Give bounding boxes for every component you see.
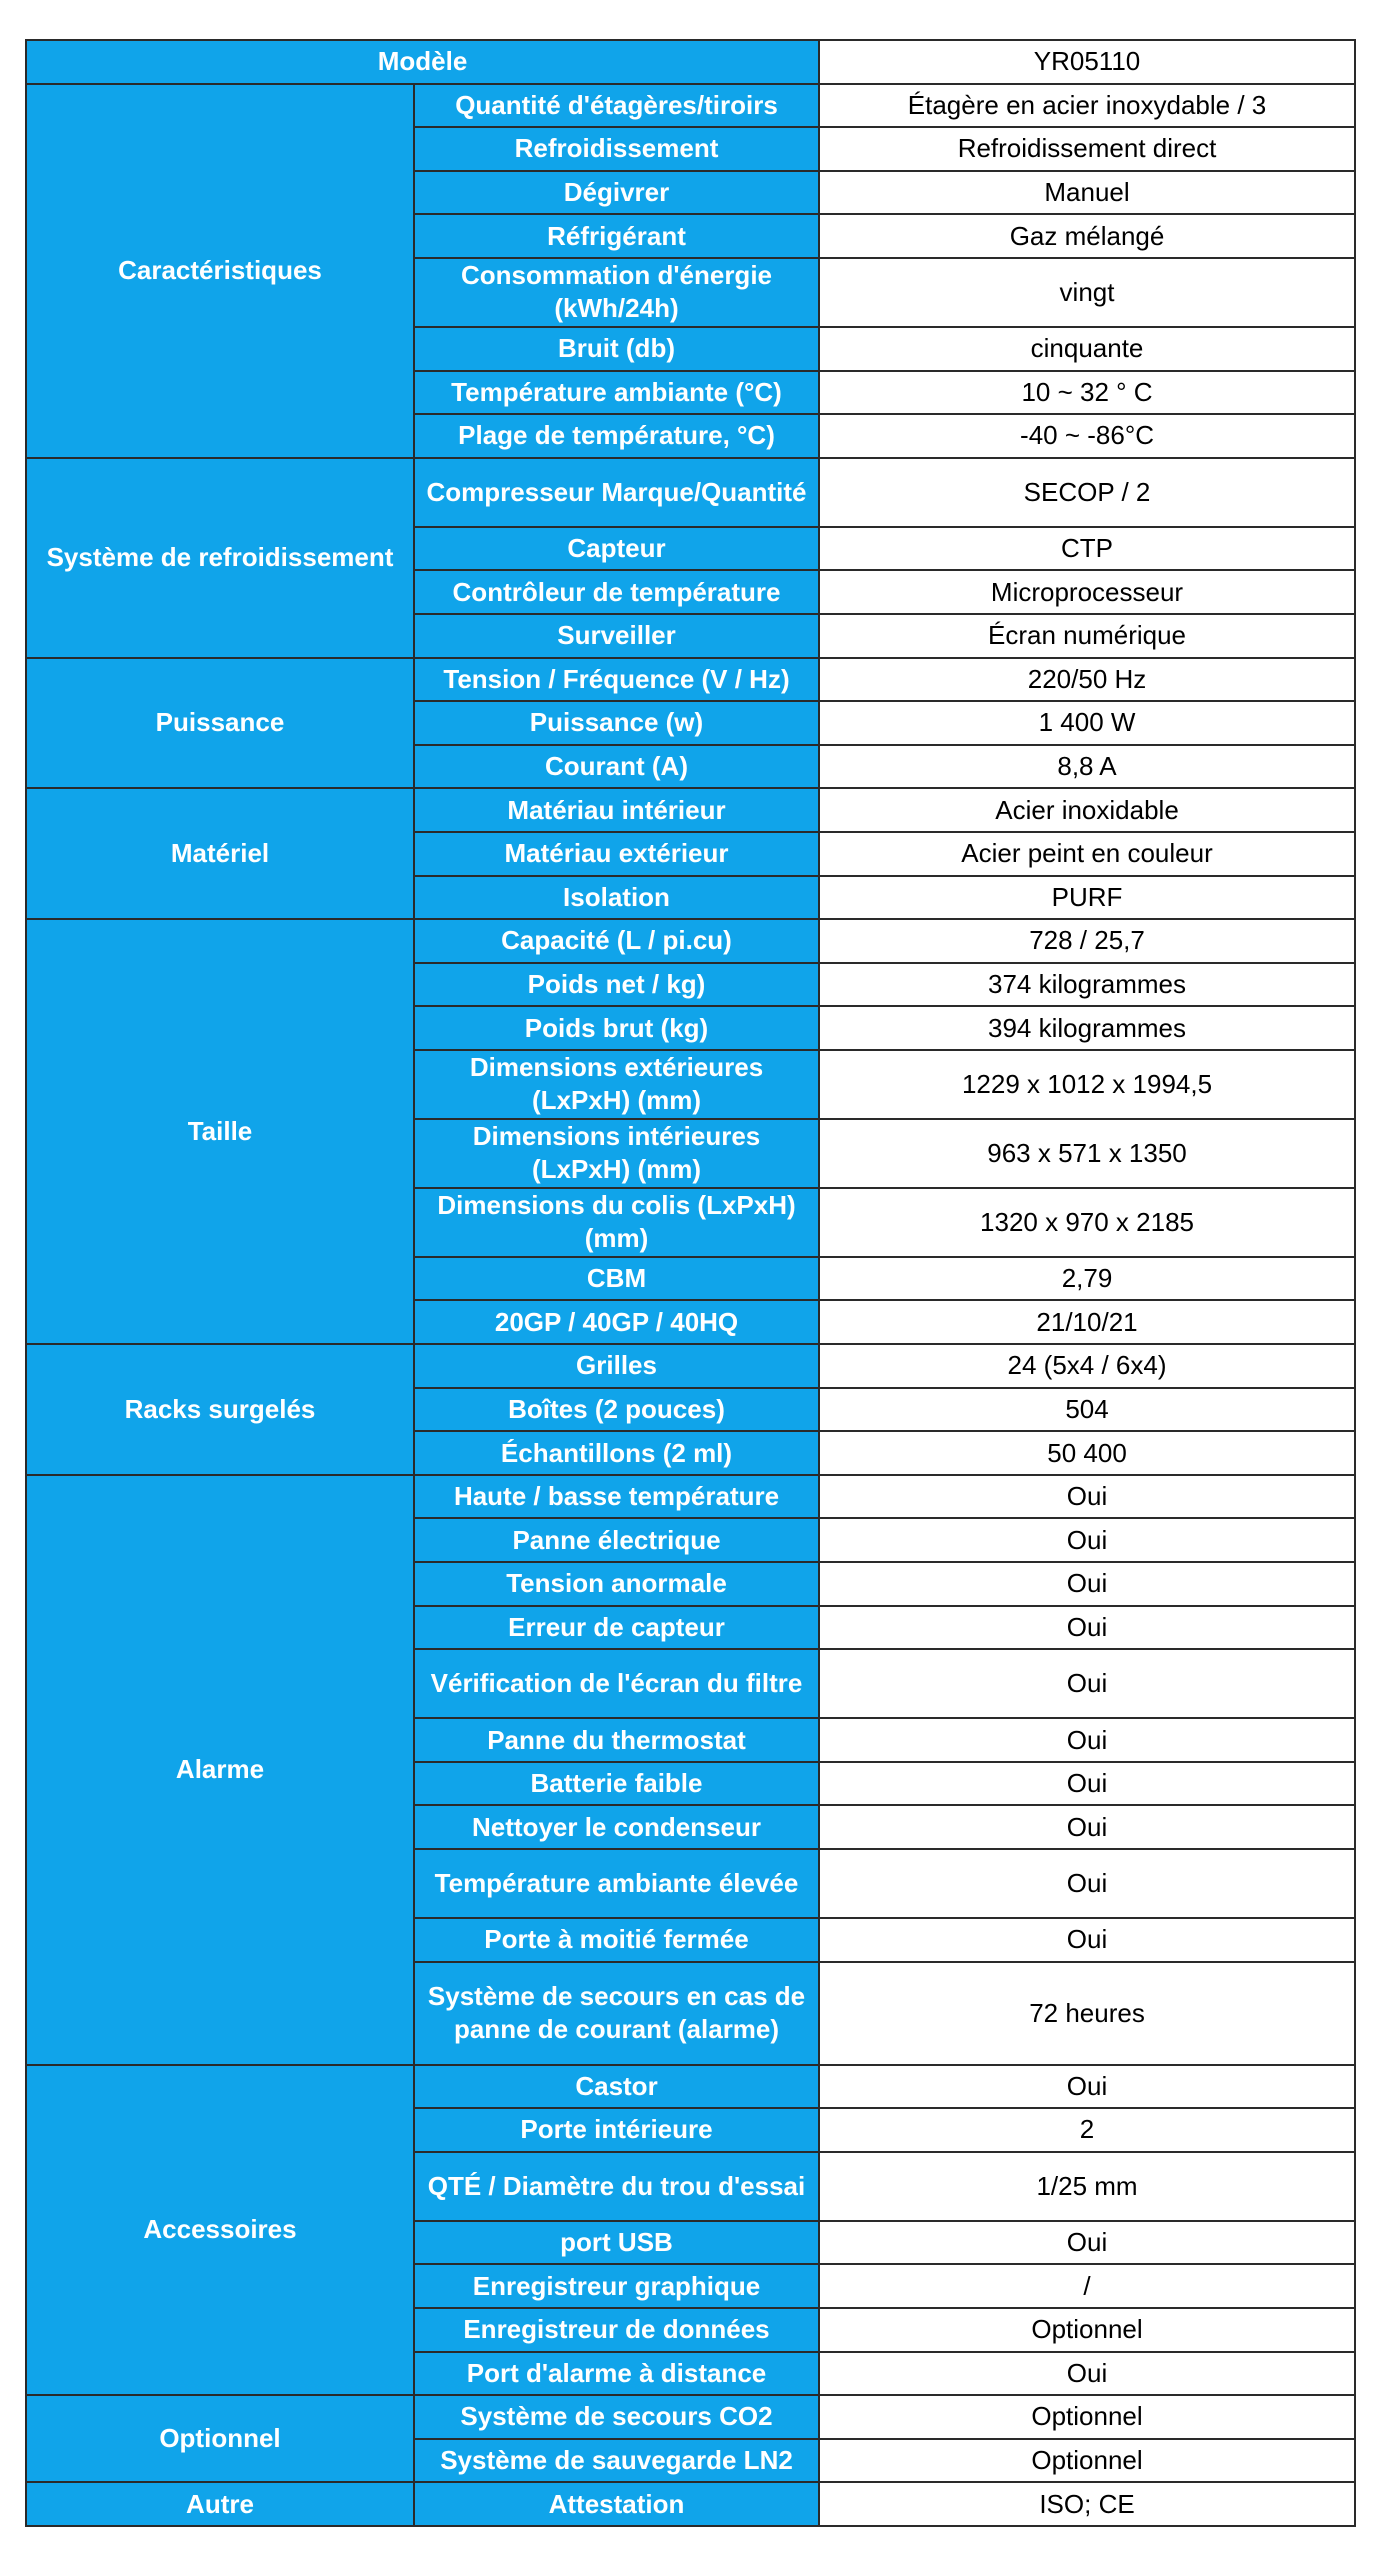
spec-label: port USB (414, 2221, 819, 2265)
category-cell: Optionnel (26, 2395, 414, 2482)
category-cell: Autre (26, 2482, 414, 2526)
spec-label: QTÉ / Diamètre du trou d'essai (414, 2152, 819, 2221)
spec-value: Étagère en acier inoxydable / 3 (819, 84, 1355, 128)
spec-value: 1320 x 970 x 2185 (819, 1188, 1355, 1257)
spec-value: Oui (819, 1718, 1355, 1762)
spec-value: 8,8 A (819, 745, 1355, 789)
category-cell: Système de refroidissement (26, 458, 414, 658)
category-cell: Alarme (26, 1475, 414, 2065)
spec-label: Dégivrer (414, 171, 819, 215)
spec-value: Oui (819, 2065, 1355, 2109)
spec-label: Attestation (414, 2482, 819, 2526)
spec-label: Température ambiante (°C) (414, 371, 819, 415)
table-row (26, 1344, 1355, 1388)
spec-label: Haute / basse température (414, 1475, 819, 1519)
spec-value: 50 400 (819, 1431, 1355, 1475)
spec-label: Matériau intérieur (414, 788, 819, 832)
category-cell: Accessoires (26, 2065, 414, 2396)
spec-label: Tension anormale (414, 1562, 819, 1606)
spec-label: Refroidissement (414, 127, 819, 171)
spec-value: PURF (819, 876, 1355, 920)
spec-value: CTP (819, 527, 1355, 571)
spec-value: Oui (819, 1762, 1355, 1806)
spec-value: Oui (819, 2352, 1355, 2396)
spec-label: Capacité (L / pi.cu) (414, 919, 819, 963)
spec-label: Système de secours CO2 (414, 2395, 819, 2439)
spec-label: Consommation d'énergie (kWh/24h) (414, 258, 819, 327)
spec-value: 220/50 Hz (819, 658, 1355, 702)
table-row (26, 2482, 1355, 2526)
spec-value: Optionnel (819, 2308, 1355, 2352)
spec-label: Poids net / kg) (414, 963, 819, 1007)
spec-value: Oui (819, 1562, 1355, 1606)
spec-value: / (819, 2264, 1355, 2308)
spec-label: Dimensions extérieures (LxPxH) (mm) (414, 1050, 819, 1119)
spec-value: SECOP / 2 (819, 458, 1355, 527)
spec-value: 504 (819, 1388, 1355, 1432)
spec-value: 1/25 mm (819, 2152, 1355, 2221)
spec-label: Échantillons (2 ml) (414, 1431, 819, 1475)
spec-value: 2 (819, 2108, 1355, 2152)
spec-value: 21/10/21 (819, 1300, 1355, 1344)
spec-label: Plage de température, °C) (414, 414, 819, 458)
spec-value: Manuel (819, 171, 1355, 215)
spec-value: Oui (819, 1518, 1355, 1562)
spec-value: vingt (819, 258, 1355, 327)
spec-label: Nettoyer le condenseur (414, 1805, 819, 1849)
table-row (26, 458, 1355, 527)
spec-value: Oui (819, 1805, 1355, 1849)
spec-label: Batterie faible (414, 1762, 819, 1806)
spec-label: CBM (414, 1257, 819, 1301)
spec-value: 10 ~ 32 ° C (819, 371, 1355, 415)
table-row (26, 2395, 1355, 2439)
spec-table-body (26, 40, 1355, 2526)
spec-label: Enregistreur de données (414, 2308, 819, 2352)
spec-value: 2,79 (819, 1257, 1355, 1301)
spec-label: Contrôleur de température (414, 570, 819, 614)
spec-value: Oui (819, 1918, 1355, 1962)
category-cell: Taille (26, 919, 414, 1344)
spec-value: Oui (819, 1606, 1355, 1650)
spec-label: Panne du thermostat (414, 1718, 819, 1762)
category-cell: Racks surgelés (26, 1344, 414, 1475)
spec-value: Optionnel (819, 2439, 1355, 2483)
spec-label: Panne électrique (414, 1518, 819, 1562)
spec-value: Oui (819, 1649, 1355, 1718)
spec-value: Refroidissement direct (819, 127, 1355, 171)
table-row (26, 2065, 1355, 2109)
spec-label: Capteur (414, 527, 819, 571)
spec-value: 24 (5x4 / 6x4) (819, 1344, 1355, 1388)
table-row (26, 1475, 1355, 1519)
spec-label: Système de sauvegarde LN2 (414, 2439, 819, 2483)
spec-value: 394 kilogrammes (819, 1006, 1355, 1050)
spec-label: Castor (414, 2065, 819, 2109)
spec-label: Poids brut (kg) (414, 1006, 819, 1050)
spec-value: Oui (819, 1849, 1355, 1918)
spec-label: Isolation (414, 876, 819, 920)
spec-value: 1 400 W (819, 701, 1355, 745)
spec-value: 728 / 25,7 (819, 919, 1355, 963)
spec-value: Oui (819, 1475, 1355, 1519)
table-row (26, 84, 1355, 128)
spec-value: cinquante (819, 327, 1355, 371)
category-cell: Caractéristiques (26, 84, 414, 458)
spec-label: Porte intérieure (414, 2108, 819, 2152)
table-row (26, 919, 1355, 963)
spec-value: Acier peint en couleur (819, 832, 1355, 876)
spec-label: Porte à moitié fermée (414, 1918, 819, 1962)
spec-label: Boîtes (2 pouces) (414, 1388, 819, 1432)
spec-label: Température ambiante élevée (414, 1849, 819, 1918)
spec-label: Surveiller (414, 614, 819, 658)
spec-value: 72 heures (819, 1962, 1355, 2065)
spec-label: Quantité d'étagères/tiroirs (414, 84, 819, 128)
spec-label: Dimensions du colis (LxPxH) (mm) (414, 1188, 819, 1257)
spec-label: Puissance (w) (414, 701, 819, 745)
model-value: YR05110 (819, 40, 1355, 84)
category-cell: Puissance (26, 658, 414, 789)
spec-label: Matériau extérieur (414, 832, 819, 876)
spec-label: Tension / Fréquence (V / Hz) (414, 658, 819, 702)
spec-value: Gaz mélangé (819, 214, 1355, 258)
spec-value: 374 kilogrammes (819, 963, 1355, 1007)
model-label: Modèle (26, 40, 819, 84)
spec-label: 20GP / 40GP / 40HQ (414, 1300, 819, 1344)
spec-value: -40 ~ -86°C (819, 414, 1355, 458)
spec-label: Courant (A) (414, 745, 819, 789)
spec-label: Bruit (db) (414, 327, 819, 371)
spec-value: Oui (819, 2221, 1355, 2265)
category-cell: Matériel (26, 788, 414, 919)
spec-label: Réfrigérant (414, 214, 819, 258)
table-row (26, 788, 1355, 832)
spec-label: Compresseur Marque/Quantité (414, 458, 819, 527)
spec-value: 963 x 571 x 1350 (819, 1119, 1355, 1188)
spec-value: Optionnel (819, 2395, 1355, 2439)
spec-value: ISO; CE (819, 2482, 1355, 2526)
spec-label: Dimensions intérieures (LxPxH) (mm) (414, 1119, 819, 1188)
spec-label: Erreur de capteur (414, 1606, 819, 1650)
spec-value: 1229 x 1012 x 1994,5 (819, 1050, 1355, 1119)
spec-label: Grilles (414, 1344, 819, 1388)
table-row (26, 658, 1355, 702)
spec-value: Écran numérique (819, 614, 1355, 658)
header-row (26, 40, 1355, 84)
spec-value: Microprocesseur (819, 570, 1355, 614)
spec-label: Port d'alarme à distance (414, 2352, 819, 2396)
spec-label: Enregistreur graphique (414, 2264, 819, 2308)
spec-label: Système de secours en cas de panne de courant (alarme) (414, 1962, 819, 2065)
spec-table (25, 39, 1356, 2527)
spec-value: Acier inoxidable (819, 788, 1355, 832)
spec-label: Vérification de l'écran du filtre (414, 1649, 819, 1718)
